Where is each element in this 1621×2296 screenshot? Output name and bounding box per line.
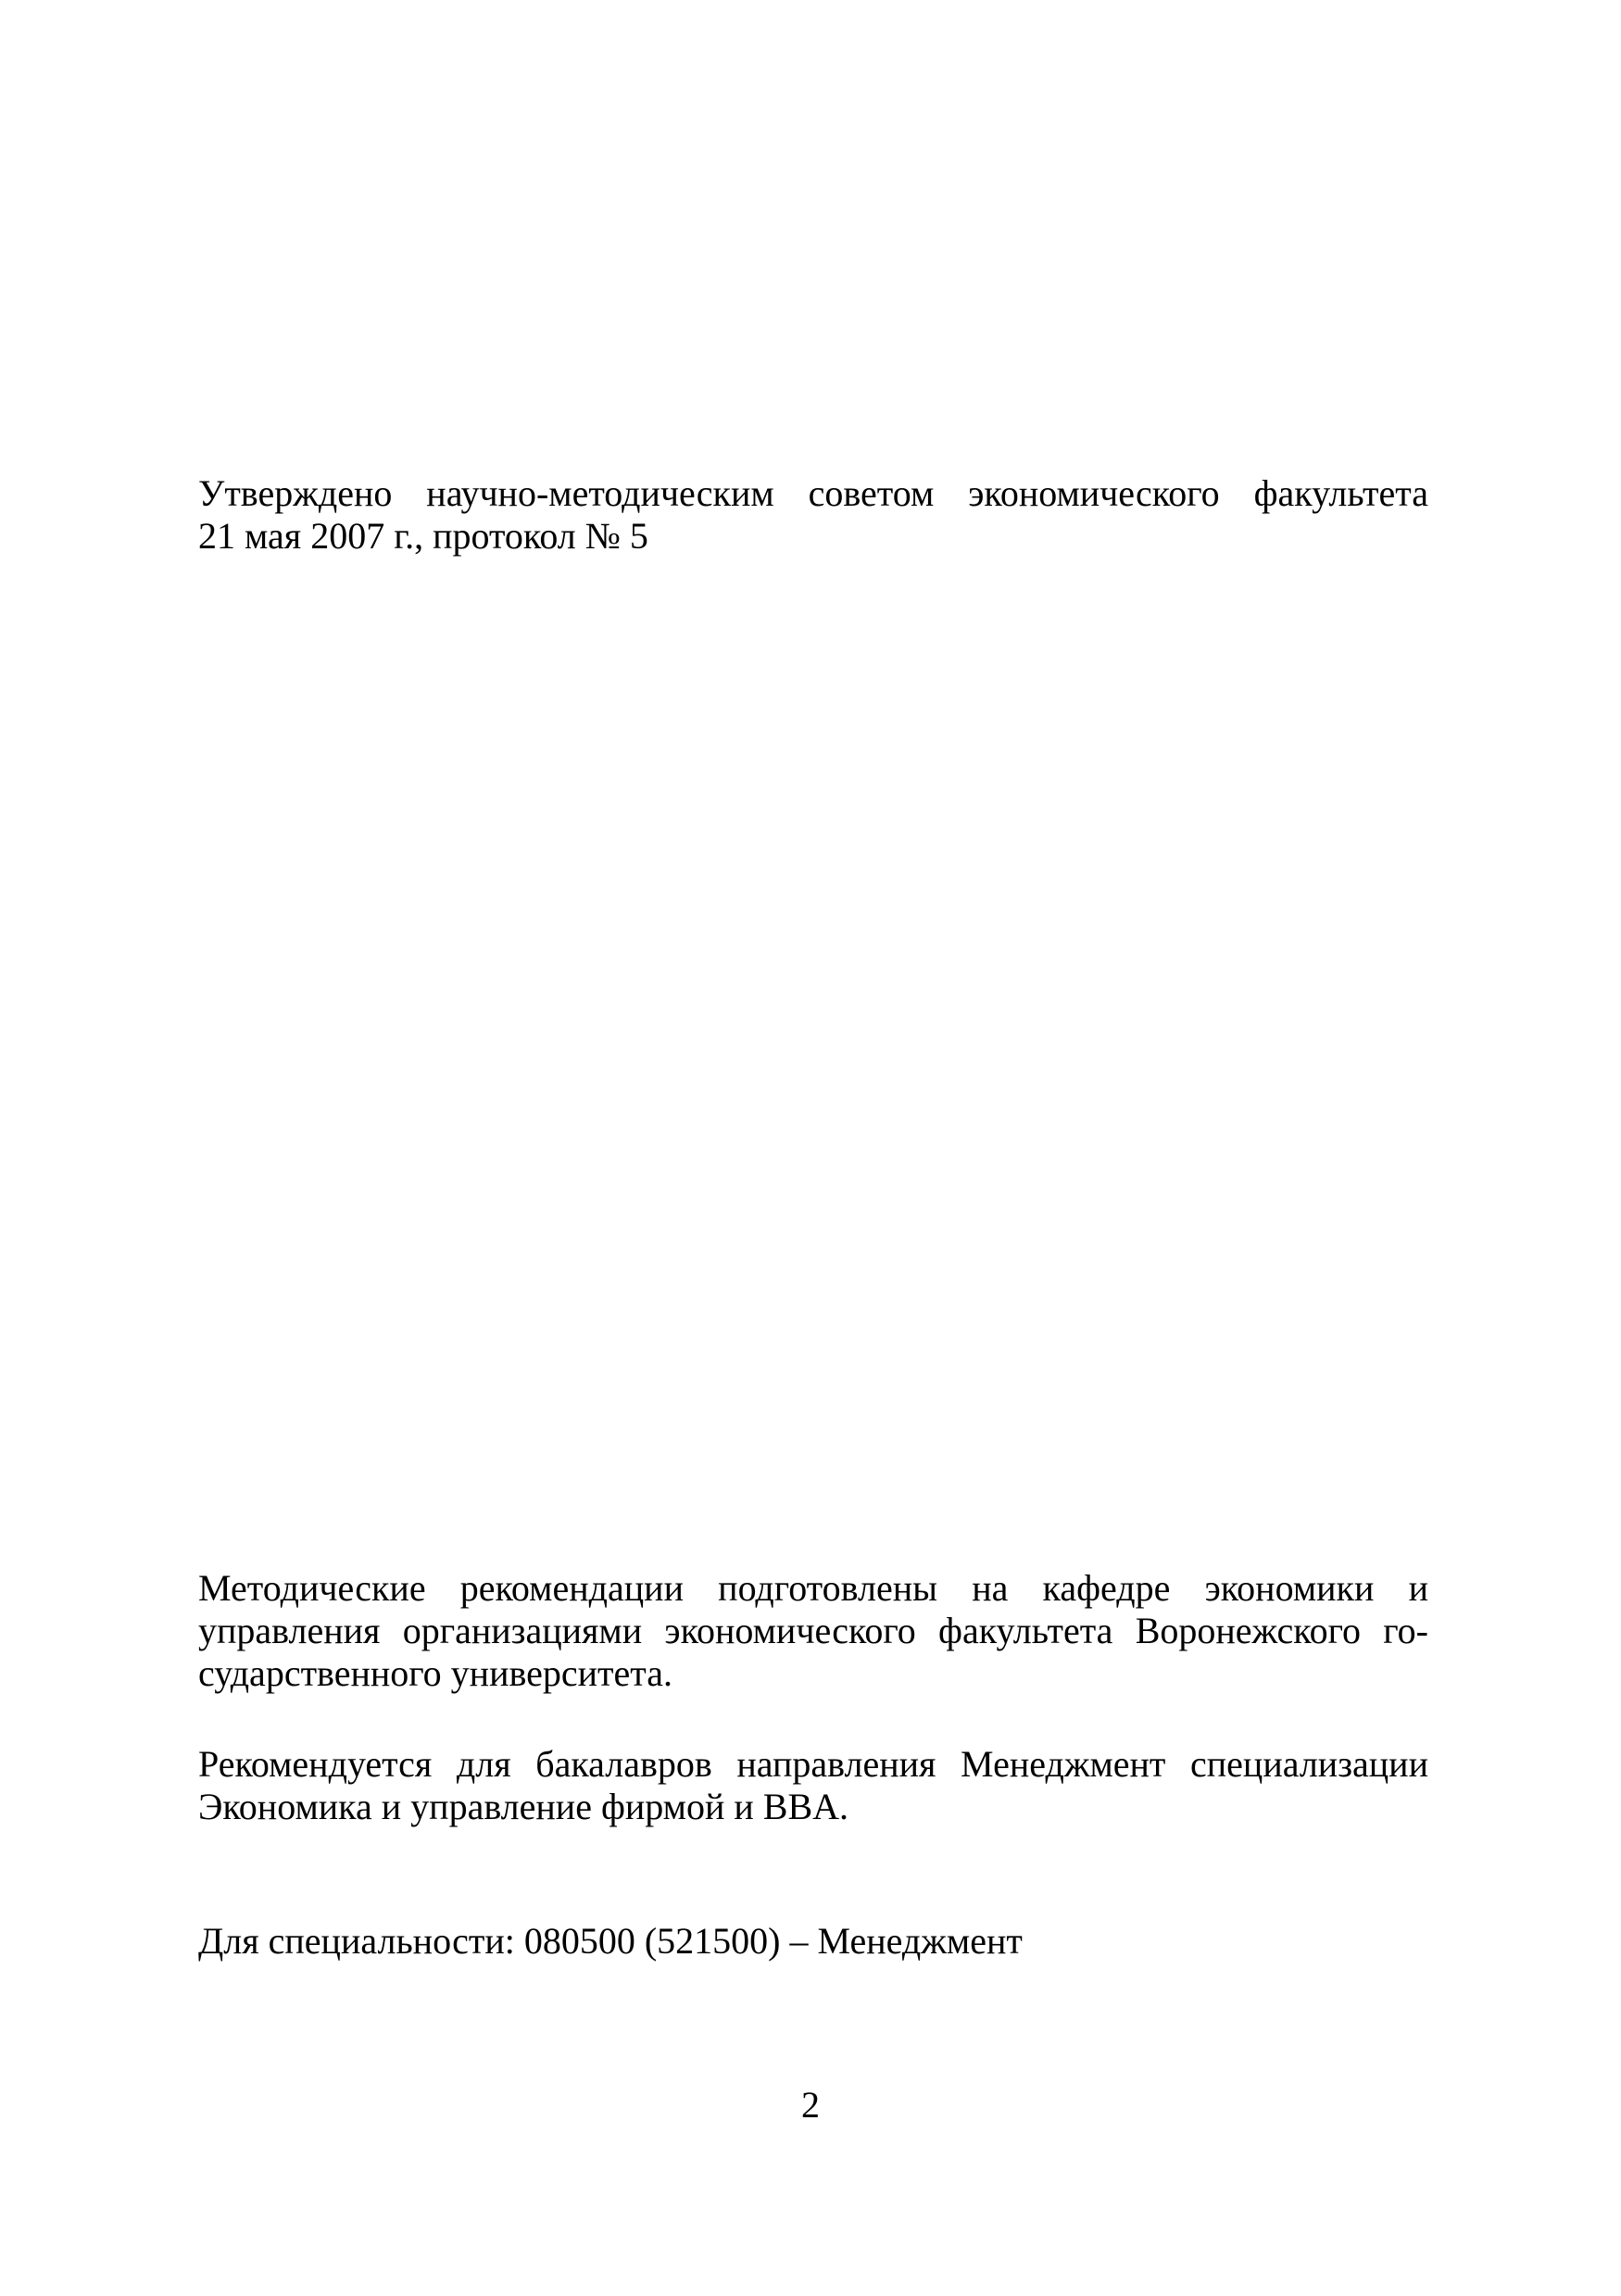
specialty-line-1: Для специальности: 080500 (521500) – Менеджмент: [198, 1920, 1023, 1962]
recommended-line-2: Экономика и управление фирмой и BBA.: [198, 1786, 849, 1827]
page-number: 2: [801, 2084, 820, 2126]
prepared-line-1: Методические рекомендации подготовлены на кафедре экономики и: [198, 1567, 1428, 1609]
recommended-line-1: Рекомендуется для бакалавров направления Менеджмент специализации: [198, 1743, 1428, 1785]
prepared-line-2: управления организациями экономического факультета Воронежского го-: [198, 1610, 1428, 1651]
approval-line-1: Утверждено научно-методическим советом экономического факультета: [198, 472, 1428, 514]
recommendation-paragraph: [198, 1743, 1428, 1828]
prepared-by-paragraph: [198, 1567, 1428, 1695]
approval-paragraph: [198, 472, 1428, 558]
specialty-paragraph: [198, 1920, 1428, 1963]
approval-line-2: 21 мая 2007 г., протокол № 5: [198, 515, 648, 557]
prepared-line-3: сударственного университета.: [198, 1652, 673, 1694]
